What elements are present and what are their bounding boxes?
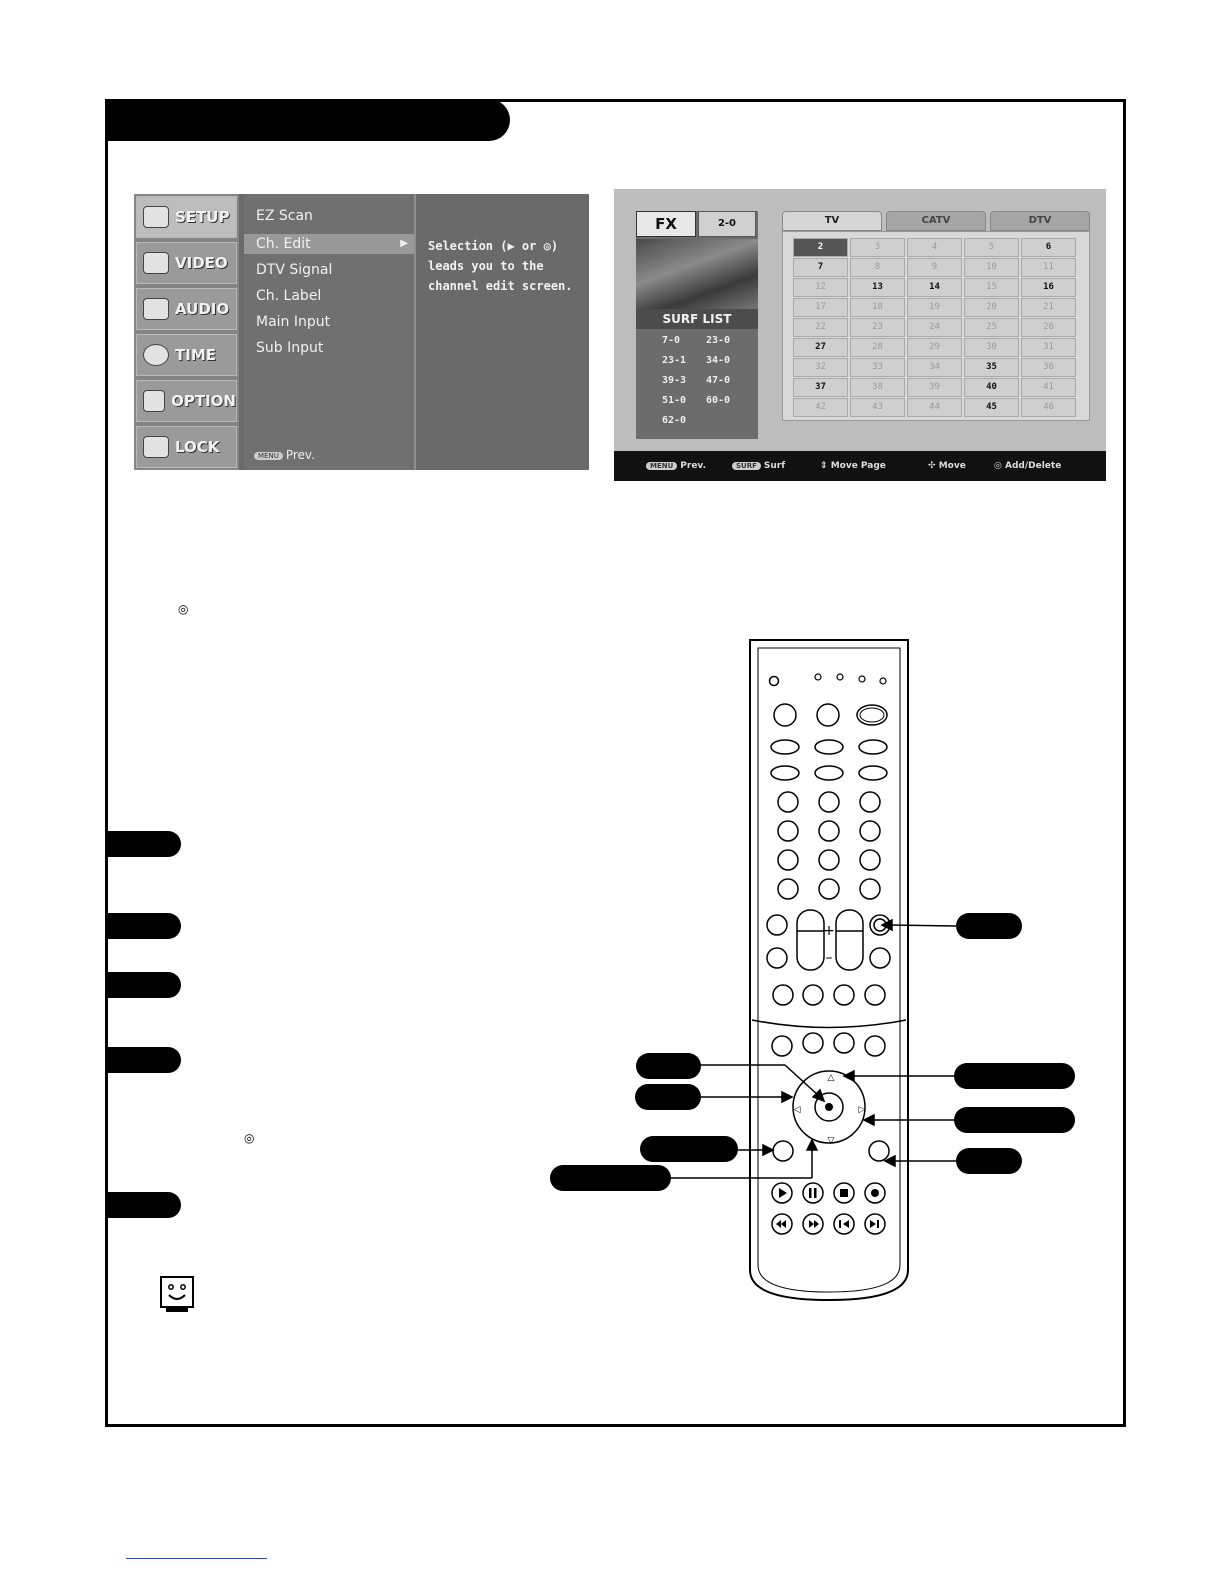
channel-cell[interactable]: 39 — [907, 378, 962, 397]
surf-item: 39-3 — [662, 375, 687, 386]
callout-label — [550, 1165, 671, 1191]
channel-cell[interactable]: 32 — [793, 358, 848, 377]
channel-cell[interactable]: 42 — [793, 398, 848, 417]
footer-move-page: ⇕ Move Page — [820, 461, 886, 471]
surf-item: 7-0 — [662, 335, 681, 346]
channel-cell[interactable]: 21 — [1021, 298, 1076, 317]
callout-label — [956, 913, 1022, 939]
channel-cell[interactable]: 33 — [850, 358, 905, 377]
channel-cell[interactable]: 28 — [850, 338, 905, 357]
tab-tv[interactable]: TV — [782, 211, 882, 231]
channel-cell[interactable]: 11 — [1021, 258, 1076, 277]
callout-label — [636, 1053, 701, 1079]
menu-item-sub-input[interactable]: Sub Input — [256, 340, 324, 356]
sidebar-item-audio[interactable]: AUDIO — [136, 288, 237, 330]
channel-cell[interactable]: 23 — [850, 318, 905, 337]
enter-icon: ◎ — [994, 461, 1005, 471]
channel-cell[interactable]: 45 — [964, 398, 1019, 417]
channel-cell[interactable]: 18 — [850, 298, 905, 317]
channel-cell[interactable]: 2 — [793, 238, 848, 257]
footer-prev: MENU Prev. — [646, 461, 706, 471]
tab-dtv[interactable]: DTV — [990, 211, 1090, 231]
sidebar-item-time[interactable]: TIME — [136, 334, 237, 376]
surf-item: 62-0 — [662, 415, 687, 426]
footer-add-delete: ◎ Add/Delete — [994, 461, 1062, 471]
svg-text:△: △ — [827, 1073, 835, 1083]
svg-text:◁: ◁ — [793, 1105, 801, 1115]
channel-cell[interactable]: 44 — [907, 398, 962, 417]
channel-cell[interactable]: 9 — [907, 258, 962, 277]
page-rocker-icon: ⇕ — [820, 461, 831, 471]
sidebar-item-lock[interactable]: LOCK — [136, 426, 237, 468]
channel-cell[interactable]: 24 — [907, 318, 962, 337]
channel-cell[interactable]: 10 — [964, 258, 1019, 277]
footer-surf: SURF Surf — [732, 461, 785, 471]
channel-cell[interactable]: 29 — [907, 338, 962, 357]
footer-move: ✣ Move — [928, 461, 966, 471]
menu-item-ch-edit[interactable]: Ch. Edit ▶ — [244, 234, 414, 254]
surf-item: 51-0 — [662, 395, 687, 406]
channel-cell[interactable]: 37 — [793, 378, 848, 397]
sidebar-item-option[interactable]: OPTION — [136, 380, 237, 422]
svg-text:▽: ▽ — [827, 1136, 835, 1146]
footer-rule — [126, 1558, 267, 1559]
menu-item-main-input[interactable]: Main Input — [256, 314, 331, 330]
channel-cell[interactable]: 13 — [850, 278, 905, 297]
channel-cell[interactable]: 6 — [1021, 238, 1076, 257]
menu-prev-hint: MENU Prev. — [254, 448, 315, 462]
channel-cell[interactable]: 27 — [793, 338, 848, 357]
channel-cell[interactable]: 26 — [1021, 318, 1076, 337]
cross-arrows-icon: ✣ — [928, 461, 939, 471]
callout-label — [640, 1136, 738, 1162]
channel-cell[interactable]: 8 — [850, 258, 905, 277]
menu-item-dtv-signal[interactable]: DTV Signal — [256, 262, 333, 278]
channel-cell[interactable]: 35 — [964, 358, 1019, 377]
channel-cell[interactable]: 36 — [1021, 358, 1076, 377]
channel-cell[interactable]: 19 — [907, 298, 962, 317]
callout-label — [954, 1107, 1075, 1133]
enter-symbol-icon: ◎ — [178, 602, 189, 616]
svg-text:+: + — [823, 923, 835, 939]
channel-cell[interactable]: 17 — [793, 298, 848, 317]
enter-symbol-icon: ◎ — [244, 1131, 255, 1145]
menu-help-text: Selection (▶ or ◎) leads you to the channel edit screen. — [428, 239, 573, 293]
channel-cell[interactable]: 5 — [964, 238, 1019, 257]
channel-cell[interactable]: 25 — [964, 318, 1019, 337]
surf-item: 23-1 — [662, 355, 687, 366]
channel-cell[interactable]: 14 — [907, 278, 962, 297]
channel-cell[interactable]: 46 — [1021, 398, 1076, 417]
svg-text:–: – — [825, 950, 833, 966]
channel-cell[interactable]: 30 — [964, 338, 1019, 357]
fx-logo: FX — [636, 211, 696, 237]
surf-item: 23-0 — [706, 335, 731, 346]
svg-text:▷: ▷ — [858, 1105, 866, 1115]
channel-cell[interactable]: 7 — [793, 258, 848, 277]
channel-cell[interactable]: 41 — [1021, 378, 1076, 397]
channel-cell[interactable]: 22 — [793, 318, 848, 337]
arrow-right-icon: ▶ — [400, 238, 408, 249]
sidebar-item-setup[interactable]: SETUP — [136, 196, 237, 238]
channel-cell[interactable]: 3 — [850, 238, 905, 257]
surf-item: 60-0 — [706, 395, 731, 406]
channel-cell[interactable]: 40 — [964, 378, 1019, 397]
callout-label — [956, 1148, 1022, 1174]
channel-cell[interactable]: 31 — [1021, 338, 1076, 357]
menu-item-ez-scan[interactable]: EZ Scan — [256, 208, 313, 224]
current-channel: 2-0 — [698, 211, 756, 237]
channel-cell[interactable]: 20 — [964, 298, 1019, 317]
sidebar-item-video[interactable]: VIDEO — [136, 242, 237, 284]
callout-label — [635, 1084, 701, 1110]
channel-cell[interactable]: 16 — [1021, 278, 1076, 297]
surf-list-title: SURF LIST — [636, 309, 758, 329]
channel-cell[interactable]: 43 — [850, 398, 905, 417]
channel-cell[interactable]: 15 — [964, 278, 1019, 297]
surf-item: 47-0 — [706, 375, 731, 386]
callout-label — [954, 1063, 1075, 1089]
menu-item-ch-label[interactable]: Ch. Label — [256, 288, 322, 304]
channel-cell[interactable]: 38 — [850, 378, 905, 397]
channel-cell[interactable]: 4 — [907, 238, 962, 257]
tab-catv[interactable]: CATV — [886, 211, 986, 231]
surf-item: 34-0 — [706, 355, 731, 366]
channel-cell[interactable]: 34 — [907, 358, 962, 377]
channel-cell[interactable]: 12 — [793, 278, 848, 297]
